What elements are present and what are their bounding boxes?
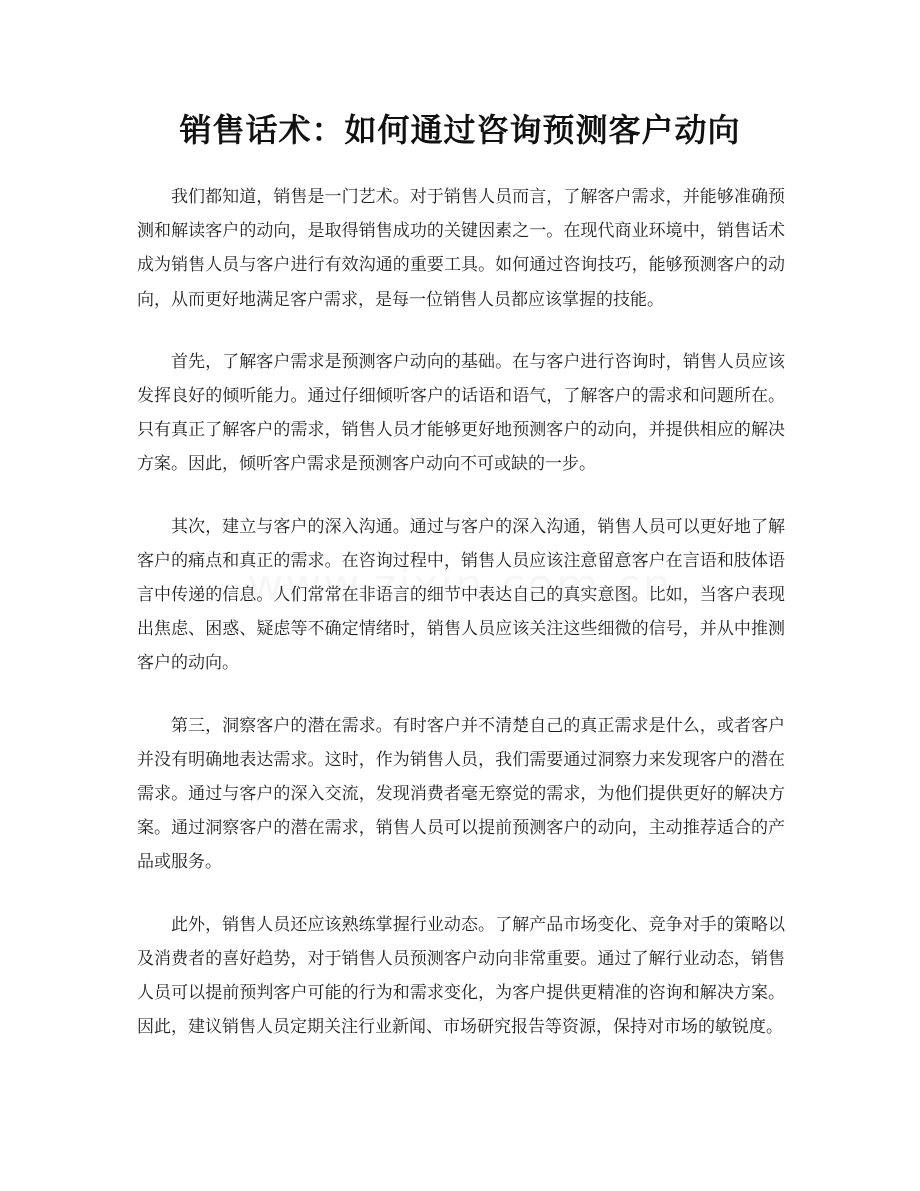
paragraph-4: 第三，洞察客户的潜在需求。有时客户并不清楚自己的真正需求是什么，或者客户并没有明确地表达需求。这时，作为销售人员，我们需要通过洞察力来发现客户的潜在需求。通过与客户的深入交流，发现消费者毫无察觉的需求，为他们提供更好的解决方案。通过洞察客户的潜在需求，销售人员可以提前预测客户的动向，主动推荐适合的产品或服务。 <box>137 715 785 873</box>
document-body <box>137 180 785 1072</box>
paragraph-5: 此外，销售人员还应该熟练掌握行业动态。了解产品市场变化、竞争对手的策略以及消费者的喜好趋势，对于销售人员预测客户动向非常重要。通过了解行业动态，销售人员可以提前预判客户可能的行为和需求变化，为客户提供更精准的咨询和解决方案。因此，建议销售人员定期关注行业新闻、市场研究报告等资源，保持对市场的敏锐度。 <box>137 914 785 1038</box>
paragraph-2: 首先，了解客户需求是预测客户动向的基础。在与客户进行咨询时，销售人员应该发挥良好的倾听能力。通过仔细倾听客户的话语和语气，了解客户的需求和问题所在。只有真正了解客户的需求，销售人员才能够更好地预测客户的动向，并提供相应的解决方案。因此，倾听客户需求是预测客户动向不可或缺的一步。 <box>137 351 785 475</box>
paragraph-3: 其次，建立与客户的深入沟通。通过与客户的深入沟通，销售人员可以更好地了解客户的痛点和真正的需求。在咨询过程中，销售人员应该注意留意客户在言语和肢体语言中传递的信息。人们常常在非语言的细节中表达自己的真实意图。比如，当客户表现出焦虑、困惑、疑虑等不确定情绪时，销售人员应该关注这些细微的信号，并从中推测客户的动向。 <box>137 516 785 674</box>
document-title: 销售话术：如何通过咨询预测客户动向 <box>179 111 741 149</box>
paragraph-1: 我们都知道，销售是一门艺术。对于销售人员而言，了解客户需求，并能够准确预测和解读客户的动向，是取得销售成功的关键因素之一。在现代商业环境中，销售话术成为销售人员与客户进行有效沟通的重要工具。如何通过咨询技巧，能够预测客户的动向，从而更好地满足客户需求，是每一位销售人员都应该掌握的技能。 <box>137 187 785 310</box>
